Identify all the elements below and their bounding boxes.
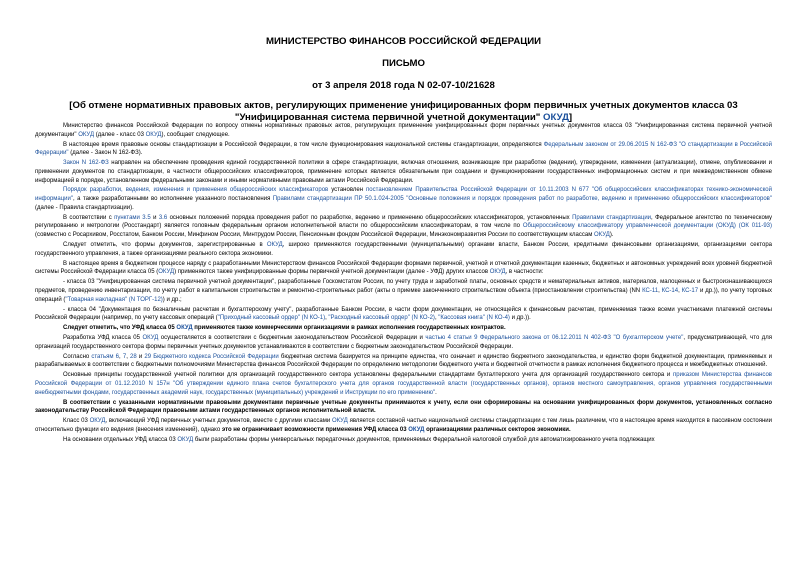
text: осуществляется в соответствии с бюджетным законодательством Российской Федерации и <box>160 335 423 342</box>
text: ). <box>609 232 614 239</box>
text: и др.)). <box>511 315 531 322</box>
text: , <box>434 315 437 322</box>
text: , <box>658 287 660 294</box>
text: является составной частью национальной системы стандартизации с тем лишь различием, что в настоящее время находится в пассивном состоянии относительно функции его ведения (внесения изменений), однако <box>35 418 772 433</box>
link-article-6[interactable]: статьям 6 <box>91 353 120 360</box>
text: (далее - класс 03 <box>95 131 144 138</box>
text: направлен на обеспечение проведения единой государственной политики в сфере стандартизации, включая отношения, возникающие при разработке (ведении), утверждении, изменении (актуализации), отмене, опубликовании и применении документов по стандартизации, в частности общероссийских классификаторов, применение которых является обязательным при создании и функционировании государственных информационных систем и при межведомственном обмене информацией в порядке, установленном федеральными законами и иными нормативными правовыми актами Российской Федерации. <box>35 160 772 184</box>
text: , <box>119 353 121 360</box>
link-standardization-rules[interactable]: Правилами стандартизации <box>572 214 652 221</box>
text: ) применяются также унифицированные формы первичной учетной документации (далее - УФД) других классов <box>174 269 489 276</box>
text: применяются также коммерческими организациями в рамках исполнения государственных контрактов. <box>194 325 506 332</box>
link-classifier-procedure[interactable]: Порядок разработки, ведения, изменения и применения общероссийских классификаторов <box>63 187 329 194</box>
title-text: [Об отмене нормативных правовых актов, регулирующих применение унифицированных форм первичных учетных документов класса 03 "Унифицированная система первичной учетной документации" <box>69 100 738 123</box>
link-okud[interactable]: ОКУД <box>89 418 106 425</box>
paragraph-8 <box>35 278 772 304</box>
text: (далее - Закон N 162-ФЗ). <box>70 150 143 157</box>
text: Следует отметить, что формы документов, зарегистрированные в <box>63 242 263 249</box>
document-type: ПИСЬМО <box>382 58 425 69</box>
text: , широко применяются государственными (муниципальными) органами власти, Банком России, кредитными финансовыми организациями, организациями сектора государственного управления, а также организациями реального сектора экономики. <box>35 242 772 257</box>
paragraph-6 <box>35 241 772 258</box>
link-point-3-5[interactable]: пунктами 3.5 <box>114 214 151 221</box>
link-budget-code[interactable]: 29 Бюджетного кодекса Российской Федерации <box>144 353 279 360</box>
paragraph-15 <box>35 417 772 434</box>
text-bold: организациями различных секторов экономики. <box>426 426 571 433</box>
link-order-157n[interactable]: приказом Министерства финансов Российской Федерации от 01.12.2010 N 157н "Об утверждении единого плана счетов бухгалтерского учета для органов государственной власти (государственных органов), органов местного самоуправления, органов управления государственными внебюджетными фондами, государственных академий наук, государственных (муниципальных) учреждений и Инструкции по его применению" <box>35 372 772 396</box>
text: и др.)), по учету торговых операций ( <box>35 287 773 303</box>
link-okud[interactable]: ОКУД <box>331 418 348 425</box>
link-okud[interactable]: ОКУД <box>78 131 95 138</box>
text: бюджетная система базируется на принципе единства, что означает и единство бюджетного законодательства, и единство форм бюджетной документации, применяемых и разрабатываемых в соответствии с бюджетными полномочиями Министерства финансов Российской Федерации по определению методологии бюджетного учета и бюджетной отчетности в рамках исполнения бюджетного процесса и межбюджетных отношений. <box>35 353 772 369</box>
text: . <box>435 389 437 396</box>
link-okud[interactable]: ОКУД <box>594 232 610 239</box>
link-ks-17[interactable]: КС-17 <box>681 287 699 294</box>
text: были разработаны формы универсальных передаточных документов, применяемых Федеральной налоговой службой для автоматизированного учета подлежащих <box>194 436 655 443</box>
paragraph-12 <box>35 353 772 370</box>
text: , <box>678 287 680 294</box>
link-law-162[interactable]: Федеральным законом от 29.06.2015 N 162-ФЗ "О стандартизации в Российской Федерации" <box>35 141 772 157</box>
text: , <box>126 353 128 360</box>
text-bold: это не ограничивает возможности применения УФД класса 03 <box>221 426 407 433</box>
text: Согласно <box>63 353 90 360</box>
paragraph-14 <box>35 399 772 416</box>
text: , Федеральное агентство по техническому регулированию и метрологии (Росстандарт) является головным федеральным органом исполнительной власти по общероссийским классификаторам, в том числе по <box>35 214 772 230</box>
link-ks-11[interactable]: КС-11 <box>642 287 659 294</box>
text: - класса 03 "Унифицированная система первичной учетной документации", разработанные Госкомстатом России, по учету труда и заработной платы, основных средств и нематериальных активов, материалов, малоценных и быстроизнашивающихся предметов, проведению инвентаризации, по учету работ в капитальном строительстве и ремонтно-строительных работ (акты о приемке законченного строительством объекта (приостановлении строительства) (NN <box>35 279 772 294</box>
link-okud[interactable]: ОКУД <box>145 131 162 138</box>
paragraph-16 <box>35 436 772 445</box>
text: Разработка УФД класса 05 <box>63 335 140 342</box>
document-title <box>50 100 757 124</box>
paragraph-11 <box>35 334 772 351</box>
text: Министерство финансов Российской Федерации по вопросу отмены нормативных правовых актов, регулирующих применение унифицированных форм первичных учетных документов класса 03 "Унифицированная система первичной учетной документации" <box>35 123 772 138</box>
text: В настоящее время правовые основы стандартизации в Российской Федерации, в том числе функционирования национальной системы стандартизации, определяются <box>63 141 542 148</box>
paragraph-9 <box>35 306 772 323</box>
text: и <box>138 353 143 360</box>
link-okud[interactable]: ОКУД <box>489 269 506 276</box>
text: основных положений порядка проведения работ по разработке, ведению и применению общероссийских классификаторов, установленных <box>169 214 570 221</box>
document-date-number: от 3 апреля 2018 года N 02-07-10/21628 <box>312 80 495 91</box>
paragraph-5 <box>35 214 772 240</box>
text: , а также разработанными во исполнение указанного постановления <box>73 196 271 203</box>
text: , включающий УФД первичных учетных документов, вместе с другими классами <box>105 418 331 425</box>
paragraph-4 <box>35 186 772 212</box>
text: , в частности: <box>505 269 544 276</box>
link-ks-14[interactable]: КС-14 <box>661 287 679 294</box>
link-ko-2[interactable]: "Расходный кассовый ордер" (N КО-2) <box>328 315 435 322</box>
link-okud[interactable]: ОКУД <box>408 426 425 433</box>
link-okud[interactable]: ОКУД <box>176 325 193 332</box>
paragraph-2 <box>35 141 772 158</box>
link-okud[interactable]: ОКУД <box>266 242 283 249</box>
link-okud[interactable]: ОКУД <box>142 335 159 342</box>
text: установлен <box>331 187 364 194</box>
text: Следует отметить, что УФД класса 05 <box>63 325 175 332</box>
text: - класса 04 "Документация по безналичным расчетам и бухгалтерскому учету", разработанные Банком России, в части форм документации, не относящейся к финансовым расчетам, применяемая также всеми участниками платежной системы Российской Федерации (например, по учету кассовых операций ( <box>35 306 772 322</box>
document-body <box>35 122 772 446</box>
link-torg-12[interactable]: "Товарная накладная" (N ТОРГ-12) <box>65 296 163 303</box>
text: (совместно с Росархивом, Росстатом, Банком России, Минфином России, Минтрудом России, Пенсионным фондом Российской Федерации, Минэкономразвития России по соответствующим классам <box>35 232 593 239</box>
text: (далее - Правила стандартизации). <box>35 204 134 211</box>
paragraph-7 <box>35 260 772 277</box>
text: ), сообщает следующее. <box>161 131 230 138</box>
text: В соответствии с <box>63 214 112 221</box>
link-ko-4[interactable]: "Кассовая книга" (N КО-4) <box>438 315 510 322</box>
text: На основании отдельных УФД класса 03 <box>63 436 176 443</box>
ministry-heading: МИНИСТЕРСТВО ФИНАНСОВ РОССИЙСКОЙ ФЕДЕРАЦИИ <box>265 36 542 47</box>
paragraph-10 <box>35 324 772 333</box>
text: Основные принципы государственной учетной политики для организаций государственного сектора установлены федеральными стандартами бухгалтерского учета для организаций государственного сектора и <box>63 372 671 379</box>
link-resolution-677[interactable]: постановлением Правительства Российской Федерации от 10.11.2003 N 677 "Об общероссийских классификаторах технико-экономической информации" <box>35 187 772 203</box>
link-okud[interactable]: ОКУД <box>177 436 194 443</box>
link-article-7[interactable]: 7 <box>122 353 127 360</box>
link-article-28[interactable]: 28 <box>130 353 137 360</box>
link-okud-classifier[interactable]: Общероссийскому классификатору управленческой документации (ОКУД) (ОК 011-93) <box>522 223 772 230</box>
text: и <box>153 214 157 221</box>
link-law-402[interactable]: частью 4 статьи 9 Федерального закона от 06.12.2011 N 402-ФЗ "О бухгалтерском учете" <box>425 335 684 342</box>
text: ) и др.; <box>162 296 182 303</box>
link-okud[interactable]: ОКУД <box>158 269 175 276</box>
text: , <box>325 315 327 322</box>
link-ko-1[interactable]: "Приходный кассовый ордер" (N КО-1) <box>217 315 326 322</box>
link-law-162[interactable]: Закон N 162-ФЗ <box>63 160 109 167</box>
link-standardization-rules[interactable]: Правилами стандартизации ПР 50.1.024-2005 "Основные положения и порядок проведения работ по разработке, ведению и применению общероссийских классификаторов" <box>272 196 773 203</box>
text: Класс 03 <box>63 418 88 425</box>
paragraph-13 <box>35 371 772 397</box>
text: , предусматривающей, что для организаций государственного сектора формы первичных учетных документов устанавливаются в соответствии с бюджетным законодательством Российской Федерации. <box>35 335 773 350</box>
link-point-3-6[interactable]: 3.6 <box>158 214 168 221</box>
title-end: ] <box>568 112 573 123</box>
text: В настоящее время в бюджетном процессе наряду с разработанными Министерством финансов Российской Федерации формами первичной, учетной и отчетной документации казенных, бюджетных и автономных учреждений всех уровней бюджетной системы Российской Федерации класса 05 ( <box>35 260 772 276</box>
paragraph-1 <box>35 122 772 139</box>
paragraph-3 <box>35 159 772 185</box>
title-okud-link[interactable]: ОКУД <box>543 112 569 123</box>
text: В соответствии с указанными нормативными правовыми документами первичные учетные документы принимаются к учету, если они сформированы на основании унифицированных форм документов, установленных согласно законодательству Российской Федерации правовыми актами государственных органов исполнительной власти. <box>35 399 772 415</box>
